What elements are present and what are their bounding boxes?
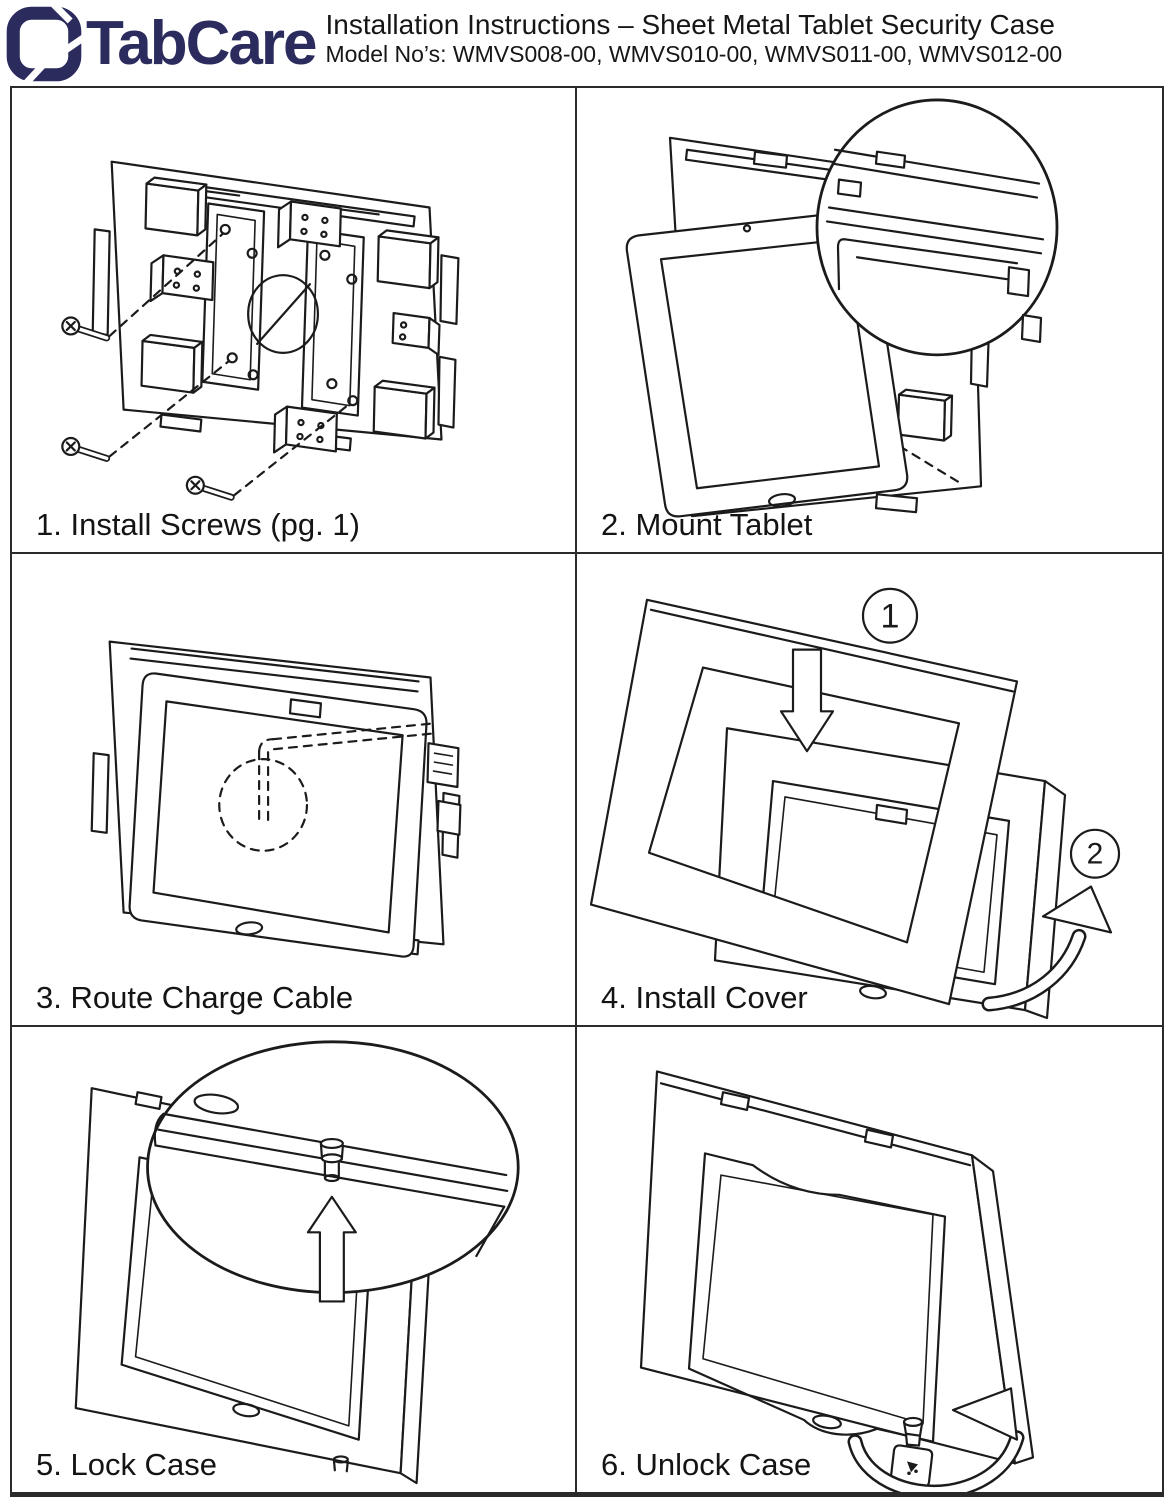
step-panel-1 <box>12 88 577 554</box>
step-panel-6 <box>577 1027 1162 1492</box>
header-titles <box>326 8 1063 68</box>
brand-name: TabCare <box>86 9 316 78</box>
header <box>0 0 1174 86</box>
tabcare-logo <box>4 4 316 84</box>
step-caption-1: 1. Install Screws (pg. 1) <box>36 507 360 542</box>
diagram-lock-case <box>12 1027 575 1492</box>
step-marker-1: 1 <box>880 597 900 636</box>
step-panel-5 <box>12 1027 577 1492</box>
document-title: Installation Instructions – Sheet Metal Tablet Security Case <box>325 9 1055 40</box>
diagram-unlock-case <box>577 1027 1162 1492</box>
step-caption-4: 4. Install Cover <box>601 980 808 1015</box>
model-numbers: Model No’s: WMVS008-00, WMVS010-00, WMVS011-00, WMVS012-00 <box>325 41 1063 67</box>
diagram-mount-tablet <box>577 88 1162 552</box>
step-caption-6: 6. Unlock Case <box>601 1447 812 1482</box>
instruction-grid <box>10 86 1164 1497</box>
step-caption-2: 2. Mount Tablet <box>601 507 813 542</box>
step-panel-3 <box>12 554 577 1027</box>
step-panel-2 <box>577 88 1162 554</box>
step-caption-3: 3. Route Charge Cable <box>36 980 354 1015</box>
diagram-route-charge-cable <box>12 554 575 1025</box>
diagram-install-cover <box>577 554 1162 1025</box>
step-caption-5: 5. Lock Case <box>36 1447 217 1482</box>
step-marker-2: 2 <box>1086 837 1104 871</box>
tabcare-logo-icon <box>4 4 84 84</box>
step-panel-4 <box>577 554 1162 1027</box>
diagram-install-screws <box>12 88 575 552</box>
